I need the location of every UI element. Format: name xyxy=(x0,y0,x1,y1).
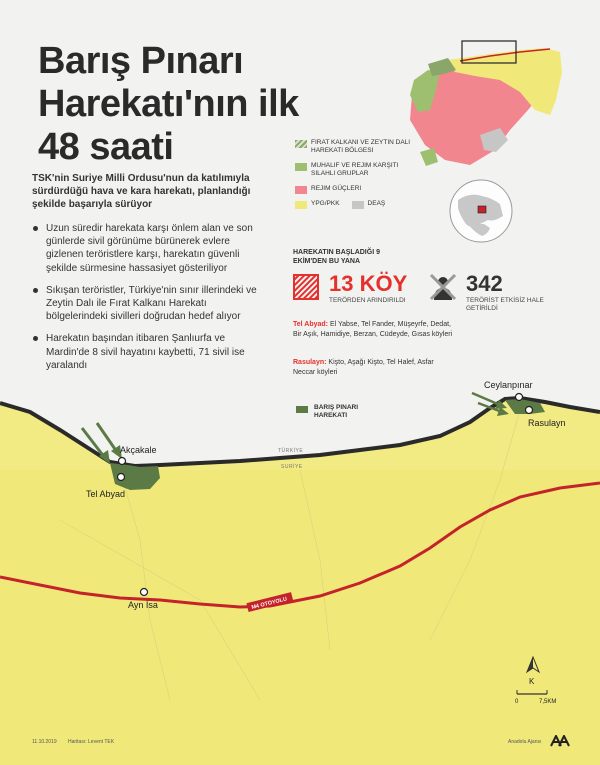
legend-item-shield: FIRAT KALKANI VE ZEYTIN DALI HAREKATI BÖLGESI xyxy=(295,139,415,155)
terrorists-sub: TERÖRİST ETKİSİZ HALE GETİRİLDİ xyxy=(466,297,544,312)
globe-marker xyxy=(478,206,486,213)
syria-inset-map xyxy=(400,40,570,180)
title-line-3: 48 saati xyxy=(38,126,174,168)
bullet-item: Harekatın başından itibaren Şanlıurfa ve Mardin'de 8 sivil hayatını kaybetti, 71 sivil ise yaralandı xyxy=(32,332,270,372)
scale-zero: 0 xyxy=(515,699,519,705)
legend-swatch xyxy=(295,163,307,171)
legend-swatch xyxy=(295,201,307,209)
label-highway: M4 OTOYOLU xyxy=(251,596,288,611)
label-suriye: SURİYE xyxy=(281,464,303,470)
title-line-2: Harekatı'nın ilk xyxy=(38,83,299,125)
legend-item-regime: REJIM GÜÇLERI xyxy=(295,185,415,193)
villages-value: 13 KÖY xyxy=(329,271,408,296)
bullet-item: Uzun süredir harekata karşı önlem alan ve son günlerde sivil görünüme bürünerek evlere gizlenen teröristlere karşı, harekatın güvenli şekilde sürmesine hassasiyet gösteriliyor xyxy=(32,222,270,275)
operation-legend-swatch xyxy=(296,406,308,413)
villages-sub: TERÖRDEN ARINDIRILDI xyxy=(329,297,406,304)
village-hatch-icon xyxy=(293,274,319,300)
legend-item-ypg: YPG/PKK xyxy=(295,200,340,208)
city-marker-akcakale xyxy=(119,458,126,465)
legend-item-opposition: MUHALIF VE REJIM KARŞITI SILAHLI GRUPLAR xyxy=(295,162,415,178)
footer-agency: Anadolu Ajansı xyxy=(508,739,542,745)
bullet-list xyxy=(32,222,270,381)
label-ceylanpinar: Ceylanpınar xyxy=(484,380,533,390)
bullet-item: Sıkışan teröristler, Türkiye'nin sınır illerindeki ve Zeytin Dalı ile Fırat Kalkanı Harekatı bölgelerindeki sivilleri doğrudan hedef alıyor xyxy=(32,284,270,324)
legend-swatch xyxy=(352,201,364,209)
legend-item-deas: DEAŞ xyxy=(352,200,386,208)
city-marker-ceylanpinar xyxy=(516,394,523,401)
map-legend xyxy=(295,139,415,208)
footer-credit: Haritası: Levent TEK xyxy=(68,739,115,745)
neutralized-icon xyxy=(428,272,458,302)
label-turkiye: TÜRKİYE xyxy=(278,448,304,454)
operation-legend-label: BARIŞ PINARI HAREKATI xyxy=(314,404,359,419)
north-label: K xyxy=(529,677,535,686)
label-ayn-isa: Ayn İsa xyxy=(128,600,158,610)
village-list-tel-abyad: Tel Abyad: El Yabse, Tel Fander, Müşeyrfe, Dedat, Bir Aşık, Hamidiye, Berzan, Cüdeyde, Gısas köyleri xyxy=(293,321,453,338)
city-marker-rasulayn xyxy=(526,407,533,414)
city-marker-ayn-isa xyxy=(141,589,148,596)
agency-logo-icon xyxy=(550,735,570,747)
terrorists-value: 342 xyxy=(466,271,503,296)
page-title xyxy=(38,40,299,169)
globe-locator xyxy=(448,178,514,244)
lead-text: TSK'nin Suriye Milli Ordusu'nun da katılımıyla sürdürdüğü hava ve kara harekatı, planlandığı şekilde başarıyla sürüyor xyxy=(32,173,251,210)
label-rasulayn: Rasulayn xyxy=(528,418,566,428)
city-marker-tel-abyad xyxy=(118,474,125,481)
legend-swatch xyxy=(295,186,307,194)
scale-end: 7,5KM xyxy=(539,699,557,705)
stats-header: HAREKATIN BAŞLADIĞI 9 EKİM'DEN BU YANA xyxy=(293,249,380,265)
label-akcakale: Akçakale xyxy=(120,445,157,455)
legend-swatch-hatch xyxy=(295,140,307,148)
label-tel-abyad: Tel Abyad xyxy=(86,489,126,499)
village-list-rasulayn: Rasulayn: Kişto, Aşağı Kişto, Tel Halef, Asfar Neccar köyleri xyxy=(293,359,434,376)
footer-date: 11.10.2019 xyxy=(32,739,57,745)
title-line-1: Barış Pınarı xyxy=(38,40,244,82)
